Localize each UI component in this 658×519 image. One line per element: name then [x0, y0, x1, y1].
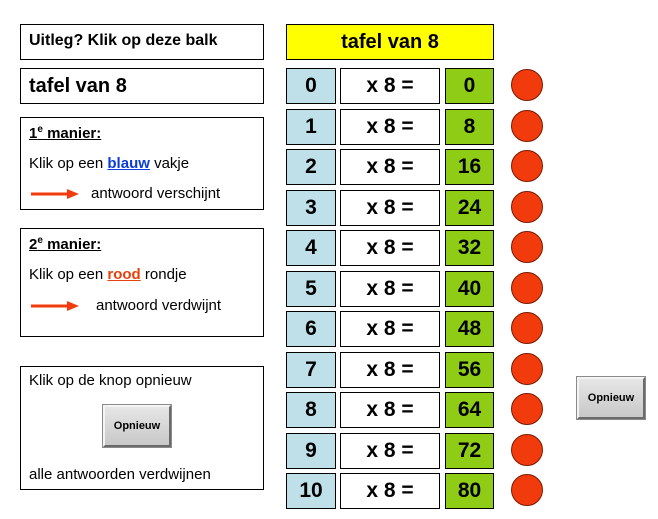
multiplier-cell: x 8 = [340, 311, 440, 347]
method2-title: 2e manier: [29, 235, 102, 253]
answer-cell: 40 [445, 271, 494, 307]
multiplier-cell: x 8 = [340, 190, 440, 226]
answer-cell: 64 [445, 392, 494, 428]
red-circle-icon[interactable] [511, 312, 543, 344]
answer-cell: 24 [445, 190, 494, 226]
answer-cell: 8 [445, 109, 494, 145]
multiplier-cell: x 8 = [340, 149, 440, 185]
number-cell[interactable]: 10 [286, 473, 336, 509]
number-cell[interactable]: 6 [286, 311, 336, 347]
explain-bar-label: Uitleg? Klik op deze balk [29, 32, 218, 49]
table-row [0, 190, 658, 228]
table-row [0, 473, 658, 511]
number-cell[interactable]: 9 [286, 433, 336, 469]
table-row [0, 433, 658, 471]
table-row [0, 392, 658, 430]
number-cell[interactable]: 3 [286, 190, 336, 226]
multiplier-cell: x 8 = [340, 109, 440, 145]
table-row [0, 271, 658, 309]
table-row [0, 230, 658, 268]
reset-button[interactable]: Opnieuw [577, 377, 645, 419]
red-circle-icon[interactable] [511, 110, 543, 142]
answer-cell: 0 [445, 68, 494, 104]
answer-cell: 32 [445, 230, 494, 266]
red-circle-icon[interactable] [511, 474, 543, 506]
multiplier-cell: x 8 = [340, 68, 440, 104]
title-label: tafel van 8 [29, 75, 127, 97]
method1-instruction: Klik op een blauw vakje [29, 155, 190, 172]
multiplier-cell: x 8 = [340, 473, 440, 509]
red-circle-icon[interactable] [511, 150, 543, 182]
red-circle-icon[interactable] [511, 191, 543, 223]
number-cell[interactable]: 2 [286, 149, 336, 185]
red-circle-icon[interactable] [511, 69, 543, 101]
number-cell[interactable]: 4 [286, 230, 336, 266]
table-header: tafel van 8 [286, 24, 494, 60]
red-circle-icon[interactable] [511, 434, 543, 466]
number-cell[interactable]: 7 [286, 352, 336, 388]
multiplier-cell: x 8 = [340, 271, 440, 307]
red-circle-icon[interactable] [511, 272, 543, 304]
table-row [0, 109, 658, 147]
number-cell[interactable]: 1 [286, 109, 336, 145]
table-row [0, 68, 658, 106]
red-circle-icon[interactable] [511, 393, 543, 425]
reset-example-button[interactable]: Opnieuw [103, 405, 171, 447]
red-circle-icon[interactable] [511, 231, 543, 263]
method2-instruction: Klik op een rood rondje [29, 266, 187, 283]
method1-title: 1e manier: [29, 124, 102, 142]
answer-cell: 80 [445, 473, 494, 509]
multiplier-cell: x 8 = [340, 433, 440, 469]
red-circle-icon[interactable] [511, 353, 543, 385]
number-cell[interactable]: 8 [286, 392, 336, 428]
number-cell[interactable]: 0 [286, 68, 336, 104]
answer-cell: 56 [445, 352, 494, 388]
answer-cell: 72 [445, 433, 494, 469]
method2-result: antwoord verdwijnt [96, 297, 222, 314]
method1-keyword: blauw [107, 155, 150, 172]
table-row [0, 352, 658, 390]
answer-cell: 16 [445, 149, 494, 185]
multiplier-cell: x 8 = [340, 352, 440, 388]
method2-keyword: rood [107, 266, 141, 283]
multiplier-cell: x 8 = [340, 392, 440, 428]
reset-result: alle antwoorden verdwijnen [29, 466, 211, 483]
multiplier-cell: x 8 = [340, 230, 440, 266]
answer-cell: 48 [445, 311, 494, 347]
explain-bar[interactable] [20, 24, 264, 60]
reset-instruction: Klik op de knop opnieuw [29, 372, 192, 389]
method1-result: antwoord verschijnt [91, 185, 221, 202]
table-row [0, 149, 658, 187]
table-row [0, 311, 658, 349]
number-cell[interactable]: 5 [286, 271, 336, 307]
